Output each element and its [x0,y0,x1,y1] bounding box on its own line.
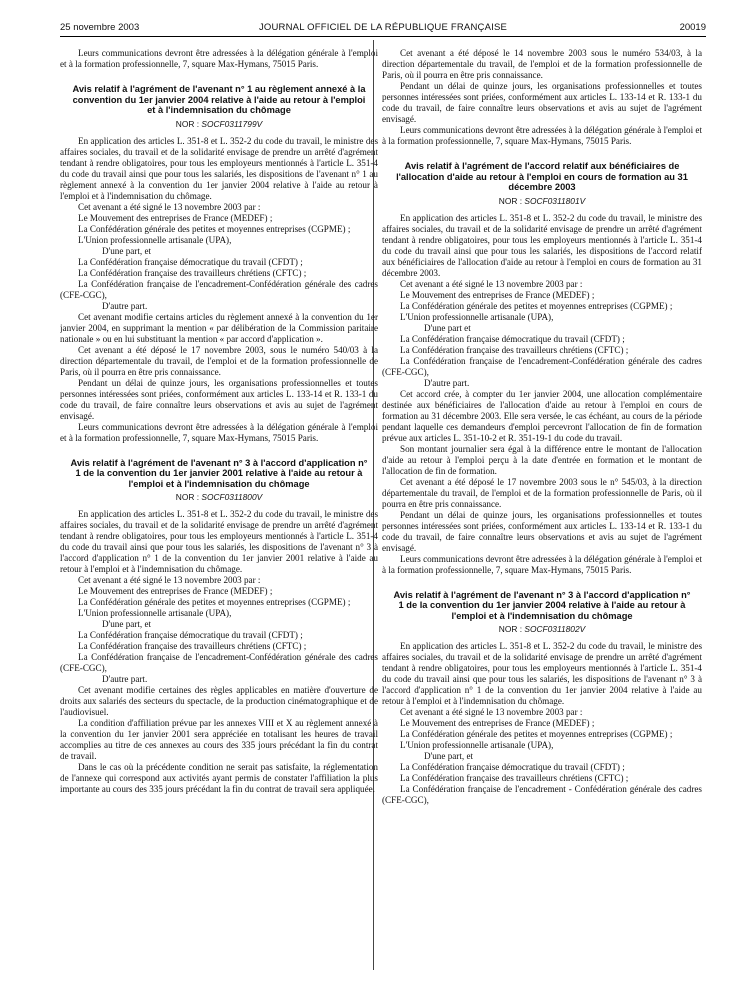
party-closing: D'une part, et [102,245,152,256]
paragraph: Cet avenant a été déposé le 14 novembre 2003 sous le numéro 534/03, à la direction départementale du travail, de l'emploi et de la formation professionnelle de Paris, où il pourra en être pris connaissance. [382,48,702,80]
paragraph: En application des articles L. 351-8 et L. 352-2 du code du travail, le ministre des affaires sociales, du travail et de la solidarité envisage de prendre un arrêté d'agrément tendant à rendre obligatoires, pour tous les employeurs mentionnés à l'article L. 351-4 du code du travail ainsi que pour tous les salariés, les dispositions de l'avenant n° 1 au règlement annexé à la convention du 1er janvier 2004 relative à l'aide au retour à l'emploi et à l'indemnisation du chômage. [60,135,378,201]
nor-reference [60,119,378,130]
paragraph: La Confédération française de l'encadrement - Confédération générale des cadres (CFE-CGC), [382,784,702,805]
nor-code: SOCF0311802V [524,624,586,634]
nor-reference [382,624,702,635]
notice-title: Avis relatif à l'agrément de l'avenant n° 3 à l'accord d'application n° 1 de la convention du 1er janvier 2004 relative à l'aide au retour à l'emploi et à l'indemnisation du chômage [393,589,691,621]
party-closing: D'autre part. [102,674,148,684]
paragraph: La Confédération française de l'encadrement-Confédération générale des cadres (CFE-CGC), [60,652,378,673]
nor-label: NOR : [498,195,523,206]
nor-reference [382,196,702,207]
paragraph: Cet avenant a été déposé le 17 novembre 2003 sous le n° 545/03, à la direction départementale du travail, de l'emploi et de la formation professionnelle de Paris, où il pourra en être pris connaissance. [382,476,702,509]
paragraph: La Confédération française démocratique du travail (CFDT) ; [400,762,625,772]
paragraph: L'Union professionnelle artisanale (UPA), [400,311,554,322]
paragraph: Le Mouvement des entreprises de France (MEDEF) ; [400,289,595,300]
paragraph: Cet avenant modifie certains articles du règlement annexé à la convention du 1er janvier 2004, en supprimant la mention « par délibération de la Commission paritaire nationale » ou en lui substituant la mention « par accord d'application ». [60,311,378,344]
paragraph: La Confédération française des travailleurs chrétiens (CFTC) ; [78,641,307,651]
paragraph: Cet avenant a été déposé le 17 novembre 2003, sous le numéro 540/03 à la direction départementale du travail, de l'emploi et de la formation professionnelle de Paris, où il pourra en être pris connaissance. [60,344,378,377]
right-column [382,48,702,970]
nor-label: NOR : [498,624,523,634]
nor-code: SOCF0311800V [201,492,263,502]
notice-title: Avis relatif à l'agrément de l'avenant n° 3 à l'accord d'application n° 1 de la convention du 1er janvier 2001 relative à l'aide au retour à l'emploi et à l'indemnisation du chômage [70,457,368,489]
page-number: 20019 [679,22,706,33]
paragraph: L'Union professionnelle artisanale (UPA), [78,608,232,618]
paragraph: La Confédération générale des petites et moyennes entreprises (CGPME) ; [400,729,673,739]
paragraph: Leurs communications devront être adressées à la délégation générale à l'emploi et à la formation professionnelle, 7, square Max-Hymans, 75015 Paris. [382,553,702,575]
notice-heading [60,84,378,130]
paragraph: L'Union professionnelle artisanale (UPA), [400,740,554,750]
paragraph: Leurs communications devront être adressées à la délégation générale à l'emploi et à la formation professionnelle, 7, square Max-Hymans, 75015 Paris. [382,125,702,146]
paragraph: La condition d'affiliation prévue par les annexes VIII et X au règlement annexé à la convention du 1er janvier 2001 sera appréciée en totalisant les heures de travail accomplies au titre de ces annexes au cours des 335 jours précédant la fin du contrat de travail. [60,718,378,761]
nor-code: SOCF0311801V [524,195,586,206]
nor-label: NOR : [175,492,200,502]
notice-heading [60,458,378,504]
paragraph: La Confédération française de l'encadrement-Confédération générale des cadres (CFE-CGC), [60,278,378,300]
paragraph: Le Mouvement des entreprises de France (MEDEF) ; [78,586,273,596]
party-closing: D'autre part. [102,300,148,311]
paragraph: Cet accord crée, à compter du 1er janvier 2004, une allocation complémentaire destinée aux bénéficiaires de l'allocation d'aide au retour à l'emploi en cours de formation au 31 décembre 2003. Elle sera versée, le cas échéant, au cours de la période pendant laquelle ces demandeurs d'emploi percevront l'allocation de fin de formation prévue aux articles L. 351-10-2 et R. 351-19-1 du code du travail. [382,388,702,443]
nor-code: SOCF0311799V [201,118,263,129]
notice-heading [382,161,702,207]
paragraph: La Confédération générale des petites et moyennes entreprises (CGPME) ; [78,597,351,607]
paragraph: La Confédération française démocratique du travail (CFDT) ; [78,256,303,267]
paragraph: L'Union professionnelle artisanale (UPA), [78,234,232,245]
paragraph: Pendant un délai de quinze jours, les organisations professionnelles et toutes personnes intéressées sont priées, conformément aux articles L. 133-14 et R. 133-1 du code du travail, de faire connaître leurs observations et avis au sujet de l'agrément envisagé. [382,81,702,124]
nor-reference [60,492,378,503]
paragraph: La Confédération française des travailleurs chrétiens (CFTC) ; [400,773,629,783]
journal-title: JOURNAL OFFICIEL DE LA RÉPUBLIQUE FRANÇAISE [258,22,508,33]
paragraph: Cet avenant a été signé le 13 novembre 2003 par : [78,575,261,585]
paragraph: La Confédération française démocratique du travail (CFDT) ; [78,630,303,640]
notice-heading [382,590,702,636]
paragraph: Le Mouvement des entreprises de France (MEDEF) ; [78,212,273,223]
paragraph: Cet avenant modifie certaines des règles applicables en matière d'ouverture de droits aux salariés des secteurs du spectacle, de la production cinématographique et de l'audiovisuel. [60,685,378,717]
paragraph: Cet avenant a été signé le 13 novembre 2003 par : [400,707,583,717]
paragraph: La Confédération française démocratique du travail (CFDT) ; [400,333,625,344]
paragraph: En application des articles L. 351-8 et L. 352-2 du code du travail, le ministre des affaires sociales, du travail et de la solidarité envisage de prendre un arrêté d'agrément tendant à rendre obligatoires, pour tous les employeurs mentionnés à l'article L. 351-4 du code du travail ainsi que pour tous les salariés, les dispositions de l'accord relatif aux bénéficiaires de l'allocation d'aide au retour à l'emploi en cours de formation au 31 décembre 2003. [382,212,702,278]
paragraph: En application des articles L. 351-8 et L. 352-2 du code du travail, le ministre des affaires sociales, du travail et de la solidarité envisage de prendre un arrêté d'agrément tendant à rendre obligatoires, pour tous les employeurs mentionnés à l'article L. 351-4 du code du travail ainsi que pour tous les salariés, les dispositions de l'avenant n° 3 à l'accord d'application n° 1 de la convention du 1er janvier 2001 relative à l'aide au retour à l'emploi et à l'indemnisation du chômage. [60,509,378,574]
notice-title: Avis relatif à l'agrément de l'avenant n° 1 au règlement annexé à la convention du 1er janvier 2004 relative à l'aide au retour à l'emploi et à l'indemnisation du chômage [72,84,366,115]
paragraph: La Confédération française des travailleurs chrétiens (CFTC) ; [78,267,307,278]
paragraph: Cet avenant a été signé le 13 novembre 2003 par : [78,201,261,212]
paragraph: En application des articles L. 351-8 et L. 352-2 du code du travail, le ministre des affaires sociales, du travail et de la solidarité envisage de prendre un arrêté d'agrément tendant à rendre obligatoires, pour tous les employeurs mentionnés à l'article L. 351-4 du code du travail ainsi que pour tous les salariés, les dispositions de l'avenant n° 3 à l'accord d'application n° 1 de la convention du 1er janvier 2004 relative à l'aide au retour à l'emploi et à l'indemnisation du chômage. [382,641,702,706]
paragraph: Leurs communications devront être adressées à la délégation générale à l'emploi et à la formation professionnelle, 7, square Max-Hymans, 75015 Paris. [60,421,378,443]
paragraph: Leurs communications devront être adressées à la délégation générale à l'emploi et à la formation professionnelle, 7, square Max-Hymans, 75015 Paris. [60,48,378,69]
running-head [60,22,706,37]
party-closing: D'autre part. [424,377,470,388]
paragraph: Le Mouvement des entreprises de France (MEDEF) ; [400,718,595,728]
issue-date: 25 novembre 2003 [60,22,140,33]
party-closing: D'une part, et [102,619,152,629]
paragraph: La Confédération française de l'encadrement-Confédération générale des cadres (CFE-CGC), [382,355,702,377]
paragraph: La Confédération générale des petites et moyennes entreprises (CGPME) ; [400,300,673,311]
nor-label: NOR : [175,118,200,129]
paragraph: Pendant un délai de quinze jours, les organisations professionnelles et toutes personnes intéressées sont priées, conformément aux articles L. 133-14 et R. 133-1 du code du travail, de faire connaître leurs observations et avis au sujet de l'agrément envisagé. [60,377,378,421]
left-column [60,48,378,970]
party-closing: D'une part, et [424,751,474,761]
paragraph: Pendant un délai de quinze jours, les organisations professionnelles et toutes personnes intéressées sont priées, conformément aux articles L. 133-14 et R. 133-1 du code du travail, de faire connaître leurs observations et avis au sujet de l'agrément envisagé. [382,509,702,553]
paragraph: Dans le cas où la précédente condition ne serait pas satisfaite, la réglementation de l'annexe qui correspond aux activités ayant permis de constater l'affiliation la plus importante au cours des 335 jours précédant la fin du contrat de travail sera appliquée. [60,762,378,794]
paragraph: La Confédération française des travailleurs chrétiens (CFTC) ; [400,344,629,355]
party-closing: D'une part et [424,322,471,333]
notice-title: Avis relatif à l'agrément de l'accord relatif aux bénéficiaires de l'allocation d'aide au retour à l'emploi en cours de formation au 31 décembre 2003 [396,161,688,192]
paragraph: La Confédération générale des petites et moyennes entreprises (CGPME) ; [78,223,351,234]
paragraph: Cet avenant a été signé le 13 novembre 2003 par : [400,278,583,289]
paragraph: Son montant journalier sera égal à la différence entre le montant de l'allocation d'aide au retour à l'emploi perçu à la date d'entrée en formation et le montant de l'allocation de fin de formation. [382,443,702,476]
